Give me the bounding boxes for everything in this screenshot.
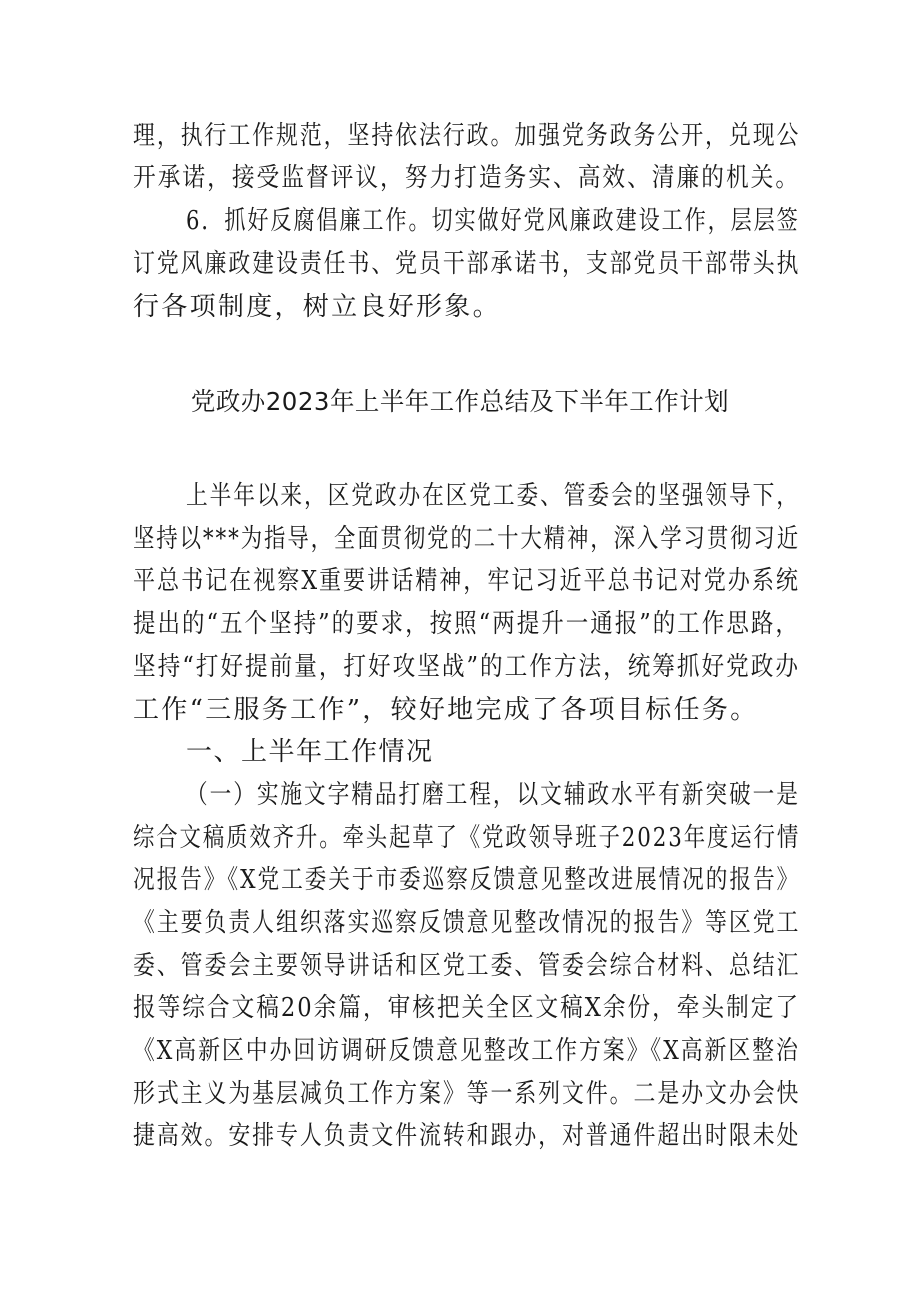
text-line: 捷高效。安排专人负责文件流转和跟办，对普通件超出时限未处 xyxy=(133,1121,801,1151)
text-line: 平总书记在视察X重要讲话精神，牢记习近平总书记对党办系统 xyxy=(133,566,800,596)
text-line: （一）实施文字精品打磨工程，以文辅政水平有新突破一是 xyxy=(186,780,800,810)
text-line: 6．抓好反腐倡廉工作。切实做好党风廉政建设工作，层层签 xyxy=(186,206,800,236)
text-line: 行各项制度，树立良好形象。 xyxy=(133,292,501,322)
text-line: 理，执行工作规范，坚持依法行政。加强党务政务公开，兑现公 xyxy=(133,121,801,151)
text-line: 形式主义为基层减负工作方案》等一系列文件。二是办文办会快 xyxy=(133,1079,801,1109)
text-line: 《主要负责人组织落实巡察反馈意见整改情况的报告》等区党工 xyxy=(133,908,801,938)
text-line: 综合文稿质效齐升。牵头起草了《党政领导班子2023年度运行情 xyxy=(133,823,801,853)
text-line: 上半年以来，区党政办在区党工委、管委会的坚强领导下， xyxy=(186,481,800,511)
text-line: 况报告》《X党工委关于市委巡察反馈意见整改进展情况的报告》 xyxy=(133,865,801,895)
text-line: 报等综合文稿20余篇，审核把关全区文稿X余份，牵头制定了 xyxy=(133,993,801,1023)
section-heading: 一、上半年工作情况 xyxy=(186,737,434,767)
document-title: 党政办2023年上半年工作总结及下半年工作计划 xyxy=(190,387,730,416)
text-line: 开承诺，接受监督评议，努力打造务实、高效、清廉的机关。 xyxy=(133,163,801,193)
text-line: 坚持以***为指导，全面贯彻党的二十大精神，深入学习贯彻习近 xyxy=(133,524,801,554)
text-line: 订党风廉政建设责任书、党员干部承诺书，支部党员干部带头执 xyxy=(133,249,801,279)
text-line: 《X高新区中办回访调研反馈意见整改工作方案》《X高新区整治 xyxy=(133,1036,800,1066)
text-line: 坚持“打好提前量，打好攻坚战”的工作方法，统筹抓好党政办 xyxy=(133,652,800,682)
text-line: 提出的“五个坚持”的要求，按照“两提升一通报”的工作思路， xyxy=(133,609,800,639)
text-line: 工作“三服务工作”，较好地完成了各项目标任务。 xyxy=(133,695,759,725)
text-line: 委、管委会主要领导讲话和区党工委、管委会综合材料、总结汇 xyxy=(133,951,801,981)
